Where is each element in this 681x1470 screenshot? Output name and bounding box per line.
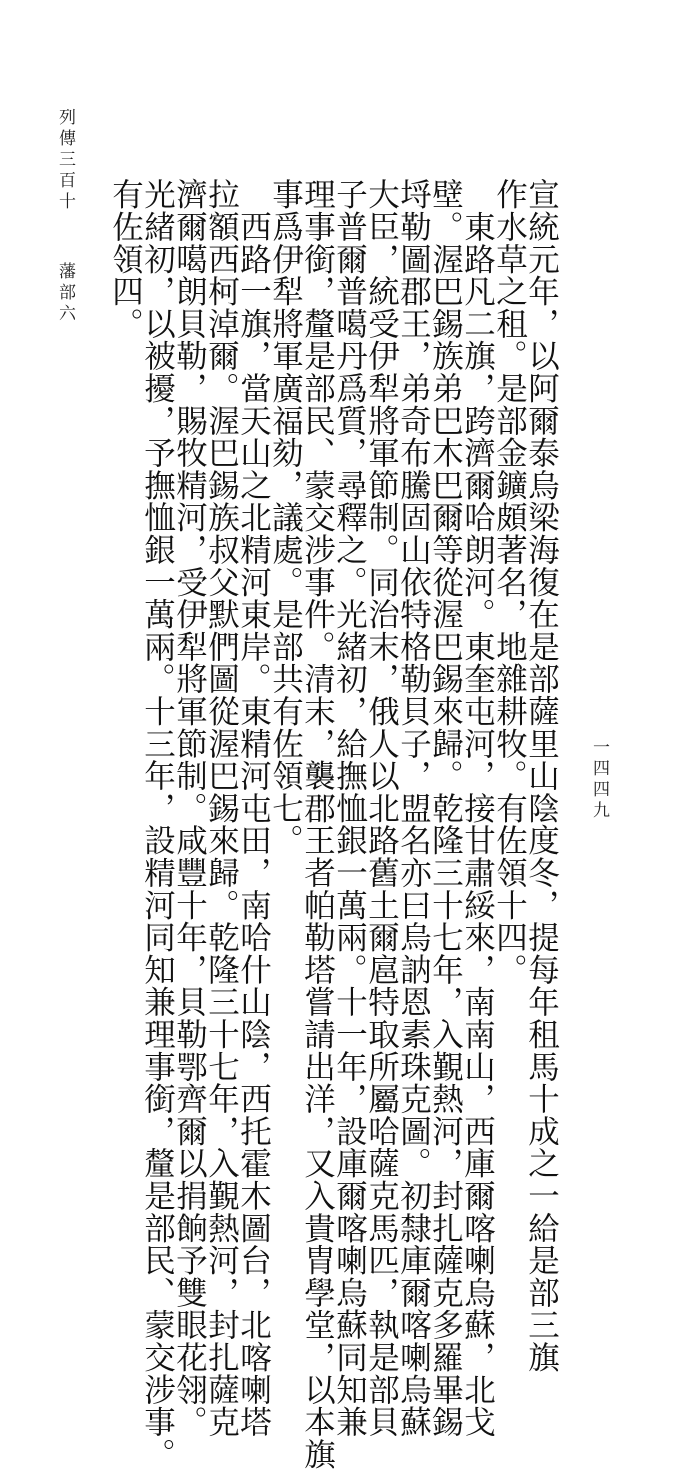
text-column-13: 光緒初，以被擾，予撫恤銀一萬兩。十三年，設精河同知兼理事銜，釐是部民、蒙交涉事。: [139, 178, 176, 1470]
text-column-8: 理事銜，釐是部民、蒙交涉事件。清末，襲郡王者帕勒塔嘗請出洋，又入貴胄學堂，以本旗: [299, 178, 336, 1470]
text-column-11: 拉額西柯淖爾。渥巴錫族叔父默們圖從渥巴錫來歸。乾隆三十七年，入覲熱河，封扎薩克: [203, 178, 240, 1438]
header-chapter: 藩部六: [55, 262, 75, 325]
text-column-7: 子普爾普噶丹爲質，尋釋之。光緒初，給撫恤銀一萬兩。十一年，設庫爾喀喇烏蘇同知兼: [331, 178, 368, 1438]
text-column-12: 濟爾噶朗貝勒，賜牧精河，受伊犁將軍節制。咸豐十年，貝勒鄂齊爾以捐餉予雙眼花翎。: [171, 178, 208, 1438]
text-column-14: 有佐領四。: [107, 178, 144, 340]
text-column-6: 大臣，統受伊犁將軍節制。同治末，俄人以北路舊土爾扈特取所屬哈薩克馬匹，執是部貝: [363, 178, 400, 1438]
text-column-3: 東路凡二旗，跨濟爾哈朗河。東奎屯河，接甘肅綏來，南南山，西庫爾喀喇烏蘇，北戈: [459, 178, 496, 1438]
text-column-5: 埒勒圖郡王，弟奇布騰固山依特格勒貝子，盟名亦曰烏訥恩素珠克圖。初隸庫爾喀喇烏蘇: [395, 178, 432, 1438]
page-number: 一四四九: [589, 738, 609, 822]
text-column-1: 宣統元年，以阿爾泰烏梁海復在是部薩里山陰度冬，提每年租馬十成之一給是部三旗: [523, 178, 560, 1374]
text-column-4: 壁。渥巴錫族弟巴木巴爾等從渥巴錫來歸。乾隆三十七年，入覲熱河，封扎薩克多羅畢錫: [427, 178, 464, 1438]
header-section: 列傳三百十: [55, 108, 75, 213]
text-column-10: 西路一旗，當天山之北精河東岸。東精河屯田，南哈什山陰，西托霍木圖台，北喀喇塔: [235, 178, 272, 1438]
text-column-9: 事爲伊犁將軍廣福劾，議處。是部共有佐領七。: [267, 178, 304, 857]
text-column-2: 作水草之租。是部金鑛頗著名，地雜耕牧。有佐領十四。: [491, 178, 528, 986]
